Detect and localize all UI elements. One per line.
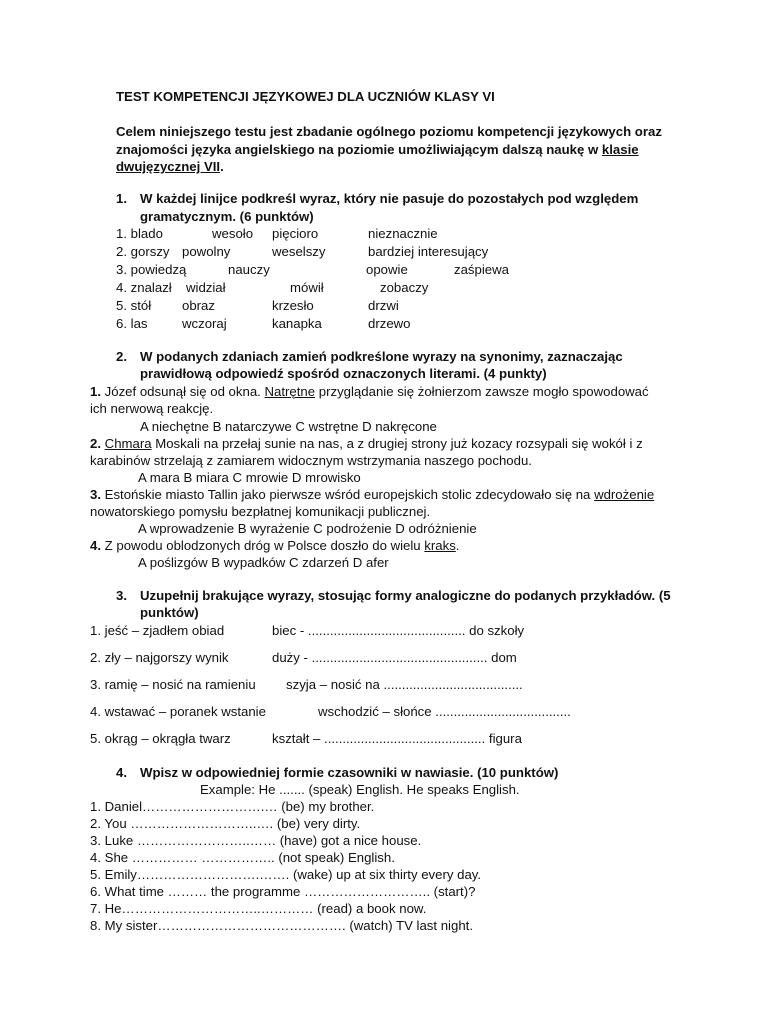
task4-item: 6. What time ……… the programme ……………………….. (start)? [90, 884, 476, 899]
task1-row [116, 315, 411, 332]
intro-line-1: Celem niniejszego testu jest zbadanie ogólnego poziomu kompetencji językowych oraz [116, 124, 662, 139]
task1-cell: 5. stół [116, 298, 152, 313]
task3-example: 5. okrąg – okrągła twarz [90, 731, 231, 746]
task3-heading-line2: punktów) [140, 605, 199, 620]
task1-row [116, 261, 509, 278]
task3-row [90, 730, 522, 747]
task1-cell: obraz [182, 298, 215, 313]
task1-cell: opowie [366, 262, 408, 277]
task2-question-1 [90, 383, 649, 400]
intro-line-3 [116, 158, 224, 175]
task1-cell: powolny [182, 244, 231, 259]
question-number: 4. [90, 538, 101, 553]
task1-cell: nieznacznie [368, 226, 438, 241]
task1-cell: widział [186, 280, 226, 295]
task1-cell: wczoraj [182, 316, 227, 331]
task4-item: 2. You ………………………..…. (be) very dirty. [90, 816, 361, 831]
intro-underlined-word: klasie [601, 142, 639, 157]
task2-question-3-cont: nowatorskiego pomysłu bezpłatnej komunikacji publicznej. [90, 504, 431, 519]
task2-question-2 [90, 435, 643, 452]
question-text: . [455, 538, 460, 553]
task1-cell: 4. znalazł [116, 280, 172, 295]
task1-row [116, 297, 399, 314]
task4-item: 7. He…………………………..………… (read) a book now. [90, 901, 427, 916]
intro-end: . [220, 159, 224, 174]
task3-heading-text: Uzupełnij brakujące wyrazy, stosując formy analogiczne do podanych przykładów. (5 [140, 588, 671, 603]
task1-cell: drzewo [368, 316, 411, 331]
task4-heading-text: Wpisz w odpowiedniej formie czasowniki w nawiasie. (10 punktów) [140, 765, 559, 780]
task4-item: 5. Emily……………………….……. (wake) up at six thirty every day. [90, 867, 482, 882]
task3-blank: kształt – ............................................ figura [272, 731, 522, 746]
task4-number: 4. [116, 765, 127, 780]
question-text: przyglądanie się żołnierzom zawsze mogło spowodować [315, 384, 649, 399]
task1-cell: bardziej interesujący [368, 244, 489, 259]
task3-blank: wschodzić – słońce ..................................... [318, 704, 571, 719]
task3-row [90, 622, 524, 639]
task4-item: 8. My sister……………………………………. (watch) TV last night. [90, 918, 473, 933]
question-text: Z powodu oblodzonych dróg w Polsce doszło do wielu [101, 538, 425, 553]
underlined-word: Chmara [104, 436, 152, 451]
task4-item: 4. She …………… …………….. (not speak) English. [90, 850, 395, 865]
task3-example: 4. wstawać – poranek wstanie [90, 704, 266, 719]
task4-item: 1. Daniel……………………….… (be) my brother. [90, 799, 375, 814]
task1-row [116, 225, 438, 242]
task2-options-4: A poślizgów B wypadków C zdarzeń D afer [138, 555, 389, 570]
task1-cell: zobaczy [380, 280, 429, 295]
intro-underlined-phrase: dwujęzycznej VII [116, 159, 221, 174]
question-text: Józef odsunął się od okna. [101, 384, 265, 399]
task1-cell: wesoło [212, 226, 254, 241]
task3-number: 3. [116, 588, 127, 603]
document-title: TEST KOMPETENCJI JĘZYKOWEJ DLA UCZNIÓW KLASY VI [116, 89, 495, 104]
task1-cell: 1. blado [116, 226, 163, 241]
task3-row [90, 703, 571, 720]
task1-row [116, 279, 428, 296]
task3-blank: biec - ........................................... do szkoły [272, 623, 525, 638]
task3-example: 1. jeść – zjadłem obiad [90, 623, 225, 638]
task2-question-3 [90, 486, 654, 503]
underlined-word: Natrętne [264, 384, 316, 399]
task2-question-1-cont: ich nerwową reakcję. [90, 401, 214, 416]
task1-cell: mówił [290, 280, 324, 295]
task1-cell: pięcioro [272, 226, 319, 241]
task4-example: Example: He ....... (speak) English. He speaks English. [200, 782, 520, 797]
task4-heading [116, 764, 558, 781]
intro-line-2-text: znajomości języka angielskiego na poziomie umożliwiającym dalszą naukę w [116, 142, 602, 157]
task3-example: 3. ramię – nosić na ramieniu [90, 677, 256, 692]
task1-cell: drzwi [368, 298, 399, 313]
task3-row [90, 649, 517, 666]
question-number: 3. [90, 487, 101, 502]
task1-cell: 3. powiedzą [116, 262, 187, 277]
task1-cell: krzesło [272, 298, 314, 313]
task2-question-2-cont: karabinów strzelają z zamiarem widocznym wstrzymania naszego pochodu. [90, 453, 532, 468]
task1-cell: 2. gorszy [116, 244, 170, 259]
task3-row [90, 676, 523, 693]
task2-options-2: A mara B miara C mrowie D mrowisko [138, 470, 361, 485]
underlined-word: kraks [424, 538, 456, 553]
question-text: Estońskie miasto Tallin jako pierwsze wśród europejskich stolic zdecydowało się na [101, 487, 595, 502]
question-number: 2. [90, 436, 101, 451]
task2-question-4 [90, 537, 459, 554]
task1-cell: 6. las [116, 316, 148, 331]
task4-item: 3. Luke ……………………..…… (have) got a nice house. [90, 833, 422, 848]
task1-heading-line2: gramatycznym. (6 punktów) [140, 209, 314, 224]
task2-number: 2. [116, 349, 127, 364]
task3-blank: szyja – nosić na ...................................... [286, 677, 523, 692]
task2-options-1: A niechętne B natarczywe C wstrętne D nakręcone [140, 419, 437, 434]
task2-heading [116, 348, 623, 365]
task2-options-3: A wprowadzenie B wyrażenie C podrożenie D odróżnienie [138, 521, 477, 536]
task1-cell: weselszy [272, 244, 326, 259]
intro-line-2 [116, 141, 639, 158]
task1-cell: nauczy [228, 262, 270, 277]
question-number: 1. [90, 384, 101, 399]
task2-heading-line2: prawidłową odpowiedź spośród oznaczonych literami. (4 punkty) [140, 366, 547, 381]
task2-heading-text: W podanych zdaniach zamień podkreślone wyrazy na synonimy, zaznaczając [140, 349, 623, 364]
task3-heading [116, 587, 671, 604]
task1-cell: zaśpiewa [454, 262, 509, 277]
task1-number: 1. [116, 191, 127, 206]
question-text: Moskali na przełaj sunie na nas, a z drugiej strony już kozacy rozsypali się wokół i z [151, 436, 643, 451]
underlined-word: wdrożenie [594, 487, 655, 502]
task1-heading-text: W każdej linijce podkreśl wyraz, który nie pasuje do pozostałych pod względem [140, 191, 639, 206]
task1-cell: kanapka [272, 316, 322, 331]
task1-row [116, 243, 488, 260]
task1-heading [116, 190, 638, 207]
task3-blank: duży - ................................................ dom [272, 650, 517, 665]
task3-example: 2. zły – najgorszy wynik [90, 650, 229, 665]
